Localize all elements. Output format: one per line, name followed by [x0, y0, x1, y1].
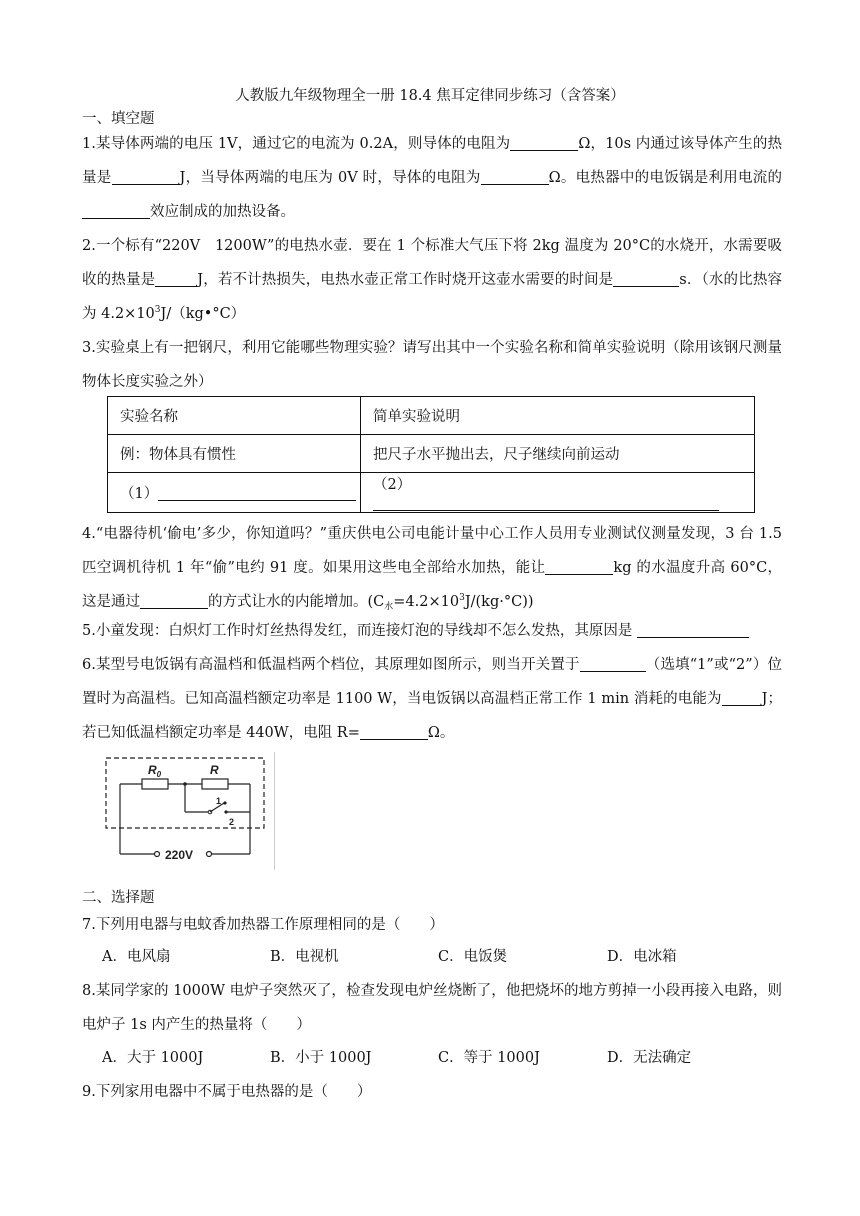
label-switch-1: 1 [216, 796, 222, 806]
section-fill-in: 一、填空题 [82, 111, 155, 127]
label-switch-2: 2 [229, 817, 235, 827]
option-a[interactable]: A．大于 1000J [102, 1050, 204, 1066]
answer-blank[interactable] [580, 655, 646, 672]
option-a[interactable]: A．电风扇 [102, 949, 171, 965]
page-title: 人教版九年级物理全一册 18.4 焦耳定律同步练习（含答案） [235, 88, 625, 104]
answer-blank[interactable] [373, 494, 719, 511]
option-d[interactable]: D．无法确定 [607, 1050, 692, 1066]
resistor-r [202, 779, 228, 789]
section-choice: 二、选择题 [82, 890, 155, 906]
question-1: 1.某导体两端的电压 1V，通过它的电流为 0.2A，则导体的电阻为 Ω，10s 内通过该导体产生的热量是 J，当导体两端的电压为 0V 时，导体的电阻为 Ω。电热器中的电饭锅是利用电流的效应制成的加热设备。 [82, 136, 782, 220]
table-example-desc: 把尺子水平抛出去，尺子继续向前运动 [361, 435, 755, 473]
question-6: 6.某型号电饭锅有高温档和低温档两个档位，其原理如图所示，则当开关置于 （选填“1”或“2”）位置时为高温档。已知高温档额定功率是 1100 W，当电饭锅以高温档正常工作 1 min 消耗的电能为 J；若已知低温档额定功率是 440W，电阻 R= Ω。 [82, 657, 782, 741]
resistor-r0 [142, 779, 168, 789]
option-b[interactable]: B．电视机 [270, 949, 339, 965]
answer-blank[interactable] [82, 202, 150, 219]
table-header-name: 实验名称 [108, 397, 361, 435]
question-7: 7.下列用电器与电蚊香加热器工作原理相同的是（ ） [82, 917, 444, 933]
experiment-table [107, 396, 755, 513]
answer-blank[interactable] [140, 592, 208, 609]
answer-blank[interactable] [481, 168, 549, 185]
table-example-name: 例：物体具有惯性 [108, 435, 361, 473]
question-3: 3.实验桌上有一把钢尺，利用它能哪些物理实验？请写出其中一个实验名称和简单实验说明（除用该钢尺测量物体长度实验之外） [82, 340, 782, 390]
circuit-diagram [98, 752, 275, 870]
option-c[interactable]: C．等于 1000J [438, 1050, 540, 1066]
answer-blank[interactable] [613, 270, 679, 287]
answer-blank[interactable] [360, 723, 428, 740]
label-r: R [210, 763, 219, 777]
answer-blank[interactable] [722, 689, 762, 706]
answer-blank[interactable] [155, 270, 197, 287]
question-4: 4.“电器待机‘偷电’多少，你知道吗？”重庆供电公司电能计量中心工作人员用专业测试仪测量发现，3 台 1.5 匹空调机待机 1 年“偷”电约 91 度。如果用这些电全部给水加热，能让 kg 的水温度升高 60°C，这是通过 的方式让水的内能增加。$(C_水=4.2\times 10^3J/(kg\cdot^\circ C))$ [82, 526, 782, 612]
answer-blank[interactable] [510, 134, 578, 151]
label-source-voltage: 220V [165, 848, 194, 862]
answer-blank[interactable] [112, 168, 180, 185]
table-row-1: （1） [108, 473, 361, 513]
answer-blank[interactable] [545, 558, 613, 575]
option-c[interactable]: C．电饭煲 [438, 949, 508, 965]
question-9: 9.下列家用电器中不属于电热器的是（ ） [82, 1084, 372, 1100]
question-8: 8.某同学家的 1000W 电炉子突然灭了，检查发现电炉丝烧断了，他把烧坏的地方剪掉一小段再接入电路，则电炉子 1s 内产生的热量将（ ） [82, 983, 782, 1033]
option-d[interactable]: D．电冰箱 [607, 949, 677, 965]
option-b[interactable]: B．小于 1000J [270, 1050, 372, 1066]
table-header-desc: 简单实验说明 [361, 397, 755, 435]
question-5: 5.小童发现：白炽灯工作时灯丝热得发红，而连接灯泡的导线却不怎么发热，其原因是 [82, 614, 782, 648]
answer-blank[interactable] [637, 621, 749, 638]
answer-blank[interactable] [158, 484, 356, 501]
label-r0: $R_0$ [148, 763, 162, 779]
question-2: 2.一个标有“220V 1200W”的电热水壶．要在 1 个标准大气压下将 2kg 温度为 20°C的水烧开，水需要吸收的热量是 J，若不计热损失，电热水壶正常工作时烧开这壶水需要的时间是 s．（水的比热容为 $4.2\times 10^3J/(kg•^\circ C)$ [82, 238, 782, 322]
table-row-2: （2） [361, 473, 755, 513]
